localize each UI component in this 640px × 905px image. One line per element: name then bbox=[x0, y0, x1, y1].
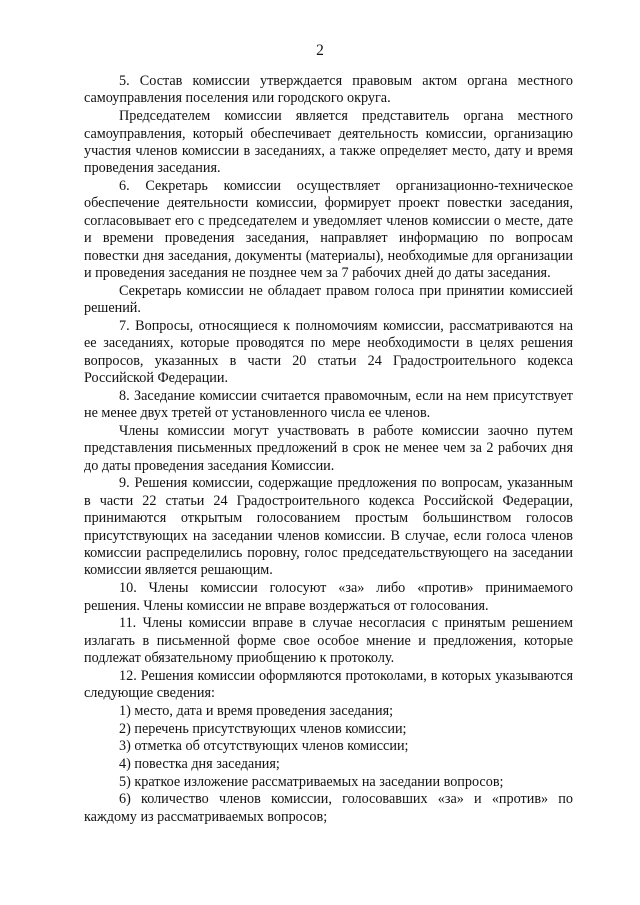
page-number: 2 bbox=[316, 42, 324, 59]
paragraph-secretary-vote: Секретарь комиссии не обладает правом голоса при принятии комиссией решений. bbox=[84, 282, 573, 317]
paragraph-5: 5. Состав комиссии утверждается правовым актом органа местного самоуправления поселения или городского округа. bbox=[84, 73, 573, 107]
list-item: 5) краткое изложение рассматриваемых на заседании вопросов; bbox=[119, 773, 504, 790]
list-item: 6) количество членов комиссии, голосовавших «за» и «против» по каждому из рассматриваемых вопросов; bbox=[84, 791, 573, 825]
paragraph-11: 11. Члены комиссии вправе в случае несогласия с принятым решением излагать в письменной форме свое особое мнение и предложения, которые подлежат обязательному приобщению к протоколу. bbox=[84, 615, 573, 667]
list-item: 3) отметка об отсутствующих членов комиссии; bbox=[119, 738, 409, 755]
paragraph-10: 10. Члены комиссии голосуют «за» либо «против» принимаемого решения. Члены комиссии не вправе воздержаться от голосования. bbox=[84, 580, 573, 614]
list-item: 2) перечень присутствующих членов комиссии; bbox=[119, 720, 407, 737]
document-body bbox=[84, 73, 573, 827]
list-item: 4) повестка дня заседания; bbox=[119, 756, 280, 772]
paragraph-remote-participation: Члены комиссии могут участвовать в работе комиссии заочно путем представления письменных предложений в срок не менее чем за 2 рабочих дня до даты проведения заседания Комиссии. bbox=[84, 422, 573, 474]
paragraph-chairman: Председателем комиссии является представитель органа местного самоуправления, который обеспечивает деятельность комиссии, организацию участия членов комиссии в заседаниях, а также определяет место, дату и время проведения заседания. bbox=[84, 108, 573, 177]
paragraph-8: 8. Заседание комиссии считается правомочным, если на нем присутствует не менее двух третей от установленного числа ее членов. bbox=[84, 387, 573, 422]
paragraph-12: 12. Решения комиссии оформляются протоколами, в которых указываются следующие сведения: bbox=[84, 667, 573, 702]
paragraph-9: 9. Решения комиссии, содержащие предложения по вопросам, указанным в части 22 статьи 24 Градостроительного кодекса Российской Федерации, принимаются открытым голосованием простым большинством голосов присутствующих на заседании членов комиссии. В случае, если голоса членов комиссии распределились поровну, голос председательствующего на заседании комиссии является решающим. bbox=[84, 475, 573, 579]
list-item: 1) место, дата и время проведения заседания; bbox=[119, 702, 394, 719]
paragraph-7: 7. Вопросы, относящиеся к полномочиям комиссии, рассматриваются на ее заседаниях, которые проводятся по мере необходимости в целях решения вопросов, указанных в части 20 статьи 24 Градостроительного кодекса Российской Федерации. bbox=[84, 317, 573, 387]
paragraph-6: 6. Секретарь комиссии осуществляет организационно-техническое обеспечение деятельности комиссии, формирует проект повестки заседания, согласовывает его с председателем и уведомляет членов комиссии о месте, дате и времени проведения заседания, направляет информацию по вопросам повестки дня заседания, документы (материалы), необходимые для организации и проведения заседания не позднее чем за 7 рабочих дней до даты заседания. bbox=[84, 178, 573, 282]
